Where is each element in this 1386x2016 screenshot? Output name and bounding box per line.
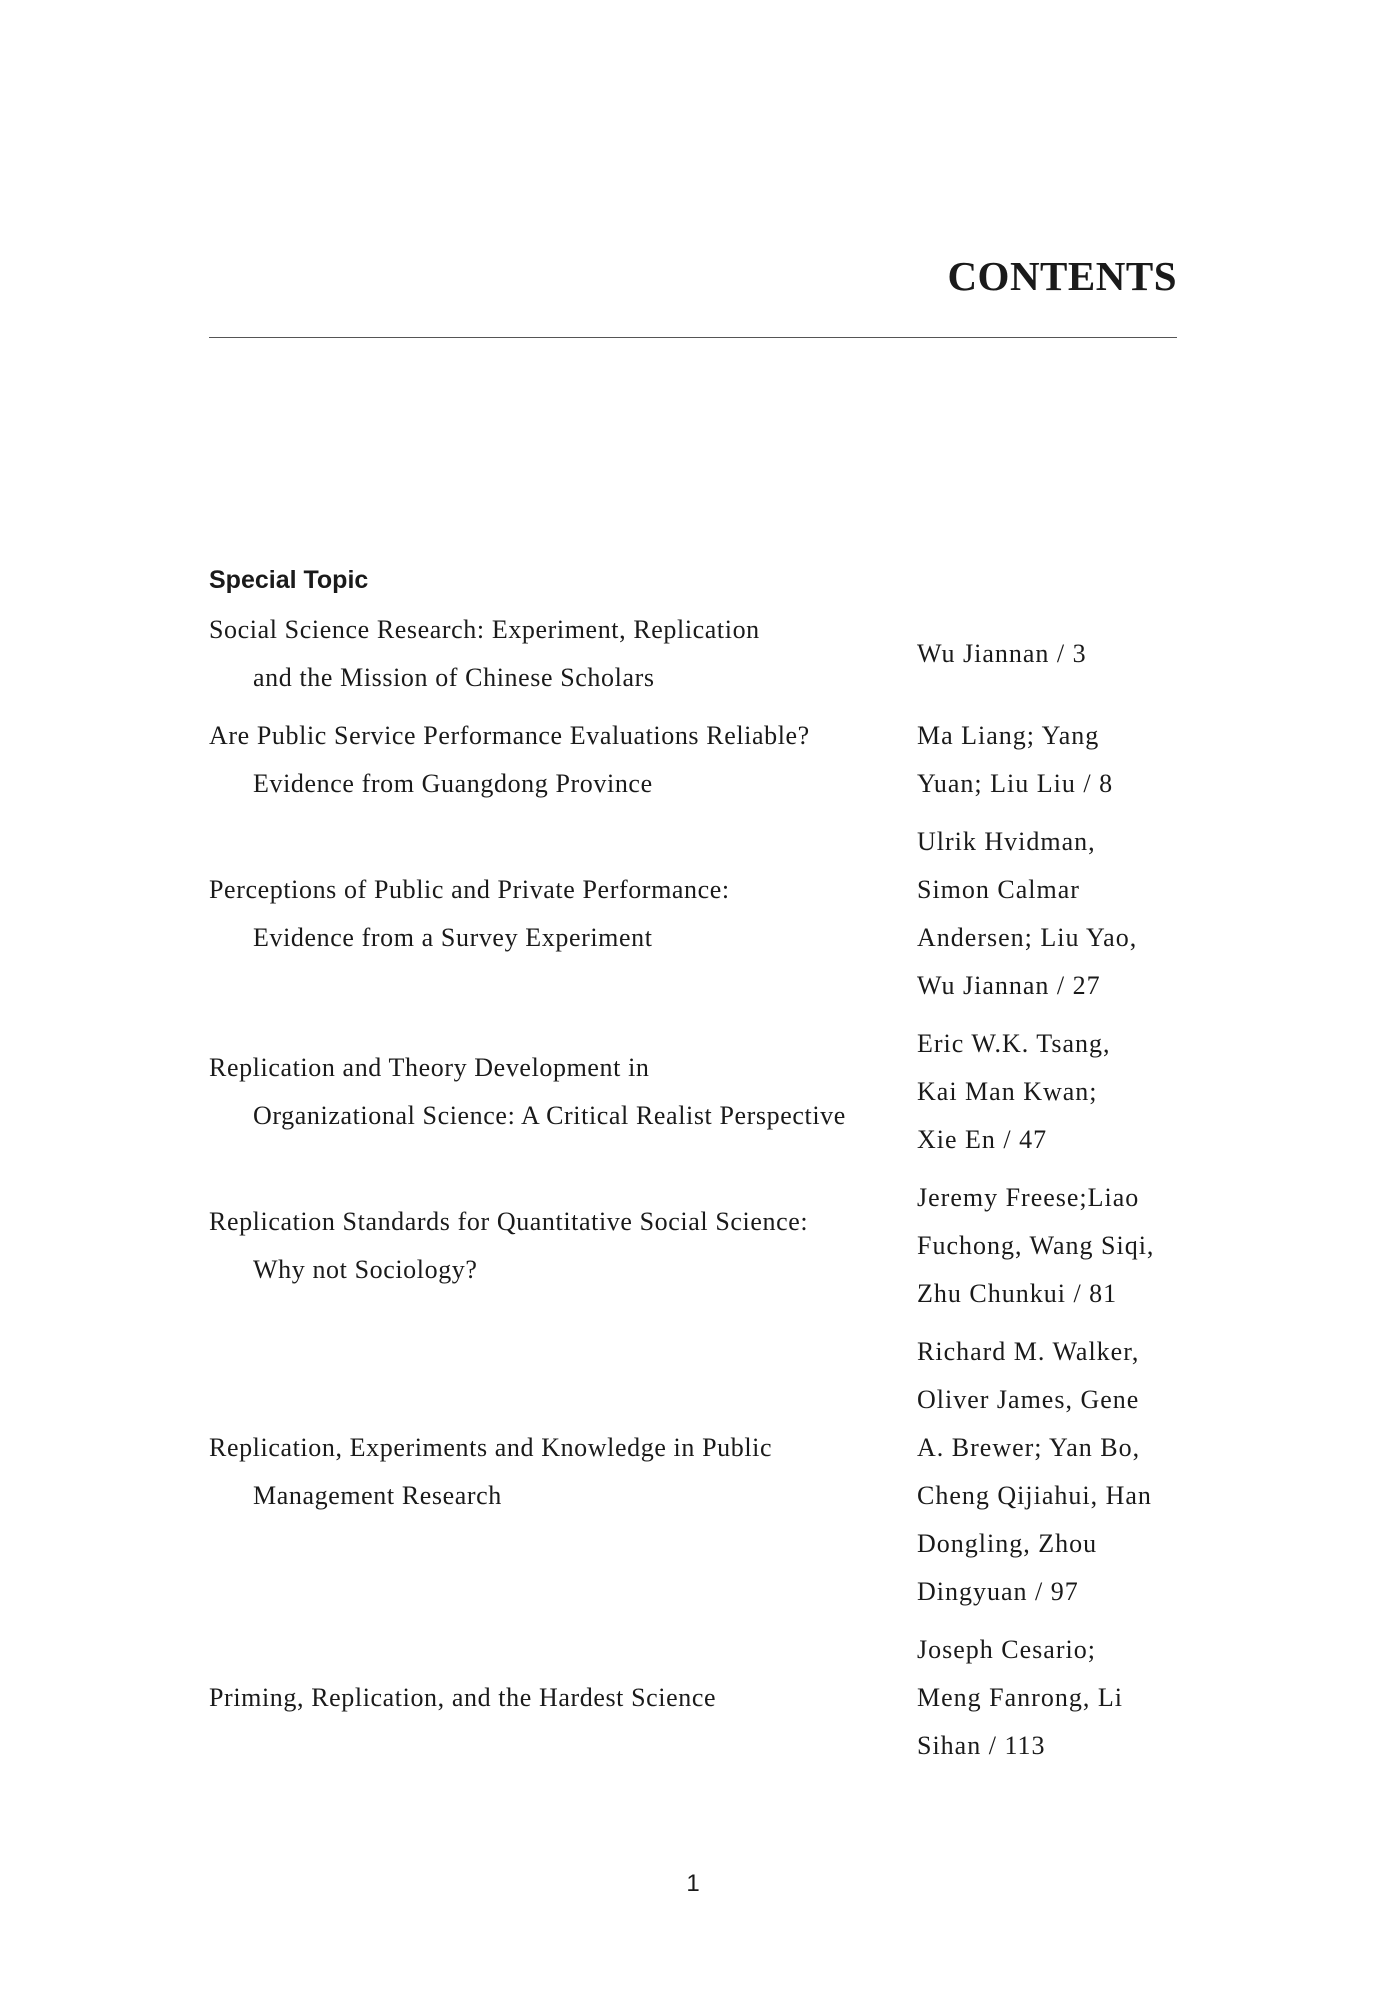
entry-title-line: Why not Sociology? <box>253 1255 478 1284</box>
entry-author-line: Wu Jiannan / 27 <box>917 971 1101 1000</box>
entry-author-line: Kai Man Kwan; <box>917 1077 1098 1106</box>
entry-title <box>209 866 917 962</box>
entry-title-line: Evidence from Guangdong Province <box>253 769 653 798</box>
entry-author-line: Xie En / 47 <box>917 1125 1048 1154</box>
toc-entry[interactable] <box>209 1174 1199 1318</box>
entry-title-line: Replication and Theory Development in <box>209 1053 650 1082</box>
entry-author-line: Richard M. Walker, <box>917 1337 1140 1366</box>
entry-author-line: Meng Fanrong, Li <box>917 1683 1123 1712</box>
entry-author-line: Dongling, Zhou <box>917 1529 1098 1558</box>
toc-entry[interactable] <box>209 606 1199 702</box>
entry-author-line: Wu Jiannan / 3 <box>917 639 1087 668</box>
entry-title-line: and the Mission of Chinese Scholars <box>253 663 655 692</box>
entry-title <box>209 606 917 702</box>
entry-author-line: Andersen; Liu Yao, <box>917 923 1138 952</box>
toc-entry[interactable] <box>209 1626 1199 1770</box>
entry-title <box>209 1198 917 1294</box>
entry-title-line: Social Science Research: Experiment, Replication <box>209 615 760 644</box>
entry-authors <box>917 712 1199 808</box>
table-of-contents <box>209 606 1199 1780</box>
entry-title-line: Organizational Science: A Critical Realist Perspective <box>253 1101 846 1130</box>
entry-author-line: Cheng Qijiahui, Han <box>917 1481 1152 1510</box>
section-heading: Special Topic <box>209 566 369 594</box>
entry-author-line: Ulrik Hvidman, <box>917 827 1096 856</box>
entry-authors <box>917 818 1199 1010</box>
entry-authors <box>917 1174 1199 1318</box>
entry-author-line: Simon Calmar <box>917 875 1080 904</box>
entry-author-line: Joseph Cesario; <box>917 1635 1096 1664</box>
entry-title <box>209 1044 917 1140</box>
entry-title-line: Management Research <box>253 1481 502 1510</box>
toc-entry[interactable] <box>209 712 1199 808</box>
entry-authors <box>917 1626 1199 1770</box>
entry-title <box>209 1424 917 1520</box>
entry-author-line: Ma Liang; Yang <box>917 721 1100 750</box>
toc-entry[interactable] <box>209 818 1199 1010</box>
page-number: 1 <box>686 1870 700 1897</box>
toc-entry[interactable] <box>209 1020 1199 1164</box>
entry-author-line: Eric W.K. Tsang, <box>917 1029 1111 1058</box>
entry-title-line: Priming, Replication, and the Hardest Science <box>209 1683 717 1712</box>
entry-authors <box>917 1020 1199 1164</box>
toc-entry[interactable] <box>209 1328 1199 1616</box>
entry-author-line: Dingyuan / 97 <box>917 1577 1079 1606</box>
entry-title-line: Replication, Experiments and Knowledge in Public <box>209 1433 773 1462</box>
entry-title <box>209 712 917 808</box>
entry-authors <box>917 630 1199 678</box>
entry-author-line: Oliver James, Gene <box>917 1385 1140 1414</box>
entry-title-line: Perceptions of Public and Private Performance: <box>209 875 730 904</box>
entry-author-line: A. Brewer; Yan Bo, <box>917 1433 1141 1462</box>
entry-author-line: Yuan; Liu Liu / 8 <box>917 769 1114 798</box>
page-title: CONTENTS <box>947 253 1177 299</box>
entry-title-line: Evidence from a Survey Experiment <box>253 923 653 952</box>
entry-authors <box>917 1328 1199 1616</box>
entry-author-line: Fuchong, Wang Siqi, <box>917 1231 1155 1260</box>
entry-title <box>209 1674 917 1722</box>
entry-author-line: Sihan / 113 <box>917 1731 1046 1760</box>
entry-title-line: Replication Standards for Quantitative Social Science: <box>209 1207 809 1236</box>
entry-title-line: Are Public Service Performance Evaluations Reliable? <box>209 721 810 750</box>
entry-author-line: Zhu Chunkui / 81 <box>917 1279 1118 1308</box>
entry-author-line: Jeremy Freese;Liao <box>917 1183 1140 1212</box>
title-divider <box>209 337 1177 338</box>
